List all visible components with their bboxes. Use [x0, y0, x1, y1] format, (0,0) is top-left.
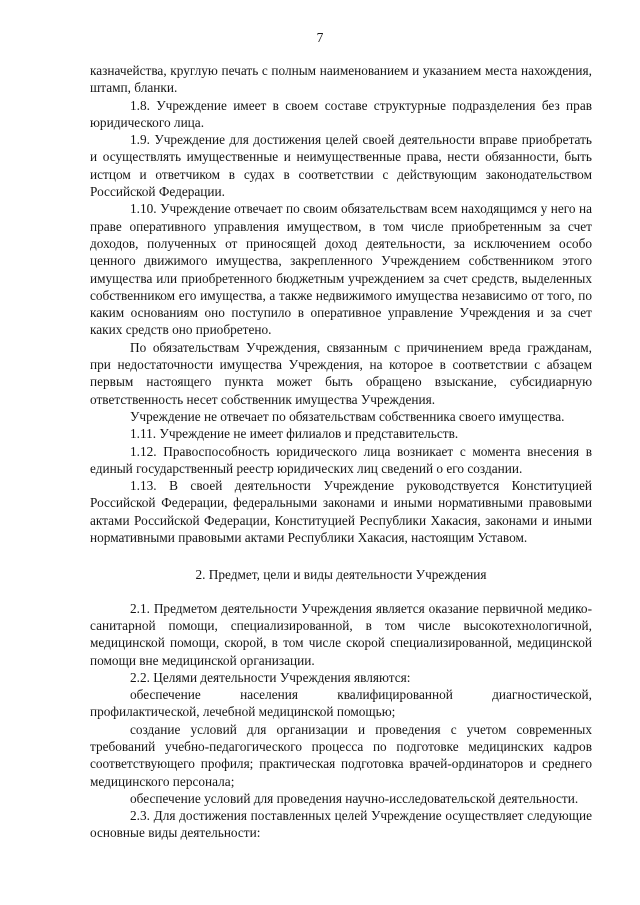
paragraph-1-10-owner: Учреждение не отвечает по обязательствам собственника своего имущества.: [130, 408, 565, 424]
section-heading: 2. Предмет, цели и виды деятельности Учреждения: [195, 567, 487, 583]
paragraph-2-3: 2.3. Для достижения поставленных целей Учреждение осуществляет следующие основные виды деятельности:: [90, 808, 592, 841]
document-body: [90, 62, 592, 842]
goal-research: обеспечение условий для проведения научно-исследовательской деятельности.: [130, 790, 579, 806]
paragraph-1-10-liability: По обязательствам Учреждения, связанным с причинением вреда гражданам, при недостаточности имущества Учреждения, на которое в соответствии с абзацем первым настоящего пункта может быть обращено взыскание, субсидиарную ответственность несет собственник имущества Учреждения.: [90, 339, 592, 407]
paragraph-1-13: 1.13. В своей деятельности Учреждение руководствуется Конституцией Российской Федерации, федеральными законами и иными нормативными правовыми актами Российской Федерации, Конституцией Республики Хакасия, законами и иными нормативными правовыми актами Республики Хакасия, настоящим Уставом.: [90, 478, 592, 546]
paragraph-continuation: казначейства, круглую печать с полным наименованием и указанием места нахождения, штамп, бланки.: [90, 63, 592, 96]
goal-education: создание условий для организации и проведения с учетом современных требований учебно-педагогического процесса по подготовке медицинских кадров соответствующего профиля; практическая подготовка врачей-ординаторов и среднего медицинского персонала;: [90, 721, 592, 789]
paragraph-2-1: 2.1. Предметом деятельности Учреждения является оказание первичной медико-санитарной помощи, специализированной, в том числе высокотехнологичной, медицинской помощи, скорой, в том числе скорой специализированной, медицинской помощи вне медицинской организации.: [90, 600, 592, 668]
paragraph-2-2: 2.2. Целями деятельности Учреждения являются:: [130, 669, 411, 685]
goal-medical-care: обеспечение населения квалифицированной диагностической, профилактической, лечебной медицинской помощью;: [90, 687, 592, 720]
paragraph-1-9: 1.9. Учреждение для достижения целей своей деятельности вправе приобретать и осуществлять имущественные и неимущественные права, нести обязанности, быть истцом и ответчиком в судах в соответствии с действующим законодательством Российской Федерации.: [90, 132, 592, 200]
paragraph-1-8: 1.8. Учреждение имеет в своем составе структурные подразделения без прав юридического лица.: [90, 97, 592, 130]
paragraph-1-10: 1.10. Учреждение отвечает по своим обязательствам всем находящимся у него на праве оперативного управления имуществом, в том числе приобретенным за счет доходов, полученных от приносящей доход деятельности, за исключением особо ценного движимого имущества, закрепленного Учреждением собственником этого имущества или приобретенного бюджетным учреждением за счет средств, выделенных собственником его имущества, а также недвижимого имущества независимо от того, по каким основаниям оно поступило в оперативное управление Учреждения и за счет каких средств оно приобретено.: [90, 201, 592, 338]
paragraph-1-12: 1.12. Правоспособность юридического лица возникает с момента внесения в единый государственный реестр юридических лиц сведений о его создании.: [90, 443, 592, 476]
paragraph-1-11: 1.11. Учреждение не имеет филиалов и представительств.: [130, 426, 459, 442]
page-number: 7: [316, 30, 324, 45]
